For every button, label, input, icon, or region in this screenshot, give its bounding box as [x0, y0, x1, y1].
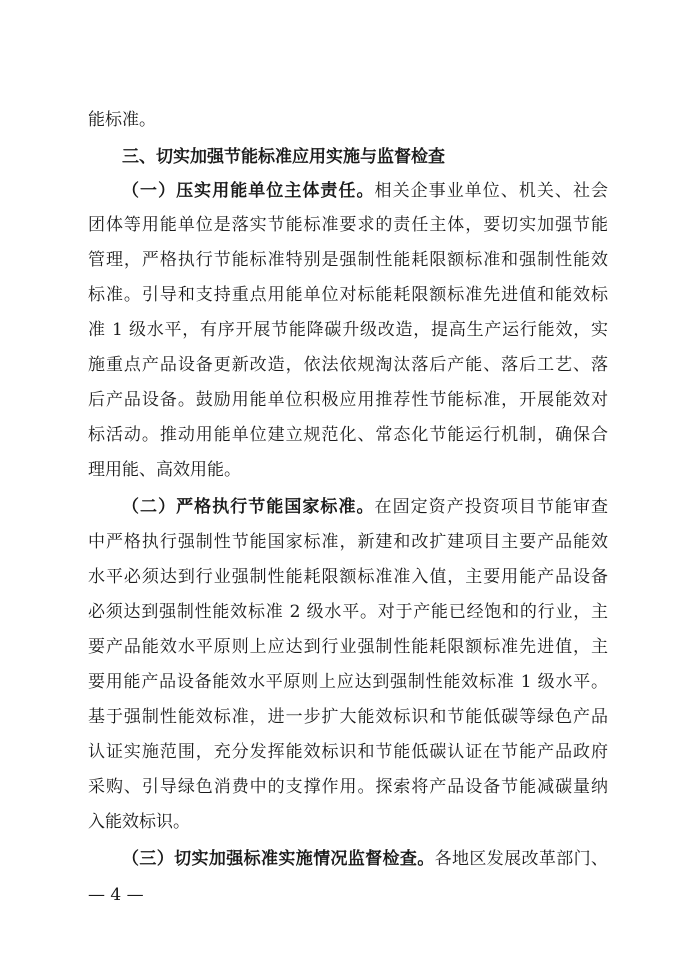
paragraph-lead: （二）严格执行节能国家标准。: [122, 497, 375, 517]
paragraph-first-line: [122, 842, 608, 876]
text-line: 要用能产品设备能效水平原则上应达到强制性能效标准 1 级水平。: [88, 672, 608, 692]
text-line: 入能效标识。: [88, 812, 190, 832]
text-line: 必须达到强制性能效标准 2 级水平。对于产能已经饱和的行业，主: [88, 602, 608, 622]
paragraph-first-line: [122, 174, 608, 208]
paragraph-text: 在固定资产投资项目节能审查: [374, 497, 608, 517]
section-heading: 三、切实加强节能标准应用实施与监督检查: [122, 147, 445, 167]
page-number: — 4 —: [88, 885, 144, 905]
text-line: 要产品能效水平原则上应达到行业强制性能耗限额标准先进值，主: [88, 637, 608, 657]
text-line: 后产品设备。鼓励用能单位积极应用推荐性节能标准，开展能效对: [88, 390, 608, 410]
text-line: 采购、引导绿色消费中的支撑作用。探索将产品设备节能减碳量纳: [88, 777, 608, 797]
text-line: 标准。引导和支持重点用能单位对标能耗限额标准先进值和能效标: [88, 285, 608, 305]
text-line: 中严格执行强制性节能国家标准，新建和改扩建项目主要产品能效: [88, 532, 608, 552]
text-line: 团体等用能单位是落实节能标准要求的责任主体，要切实加强节能: [88, 215, 608, 235]
text-line: 基于强制性能效标准，进一步扩大能效标识和节能低碳等绿色产品: [88, 707, 608, 727]
text-line: 准 1 级水平，有序开展节能降碳升级改造，提高生产运行能效，实: [88, 320, 608, 340]
text-line: 标活动。推动用能单位建立规范化、常态化节能运行机制，确保合: [88, 425, 608, 445]
paragraph-text: 相关企事业单位、机关、社会: [374, 181, 608, 201]
text-line: 理用能、高效用能。: [88, 460, 241, 480]
paragraph-text: 各地区发展改革部门、: [434, 849, 608, 869]
text-line: 管理，严格执行节能标准特别是强制性能耗限额标准和强制性能效: [88, 250, 608, 270]
paragraph-lead: （一）压实用能单位主体责任。: [122, 181, 375, 201]
text-line: 施重点产品设备更新改造，依法依规淘汰落后产能、落后工艺、落: [88, 355, 608, 375]
text-line: 能标准。: [88, 110, 156, 130]
text-line: 认证实施范围，充分发挥能效标识和节能低碳认证在节能产品政府: [88, 742, 608, 762]
paragraph-lead: （三）切实加强标准实施情况监督检查。: [122, 849, 435, 869]
text-line: 水平必须达到行业强制性能耗限额标准准入值，主要用能产品设备: [88, 567, 608, 587]
paragraph-first-line: [122, 490, 608, 524]
